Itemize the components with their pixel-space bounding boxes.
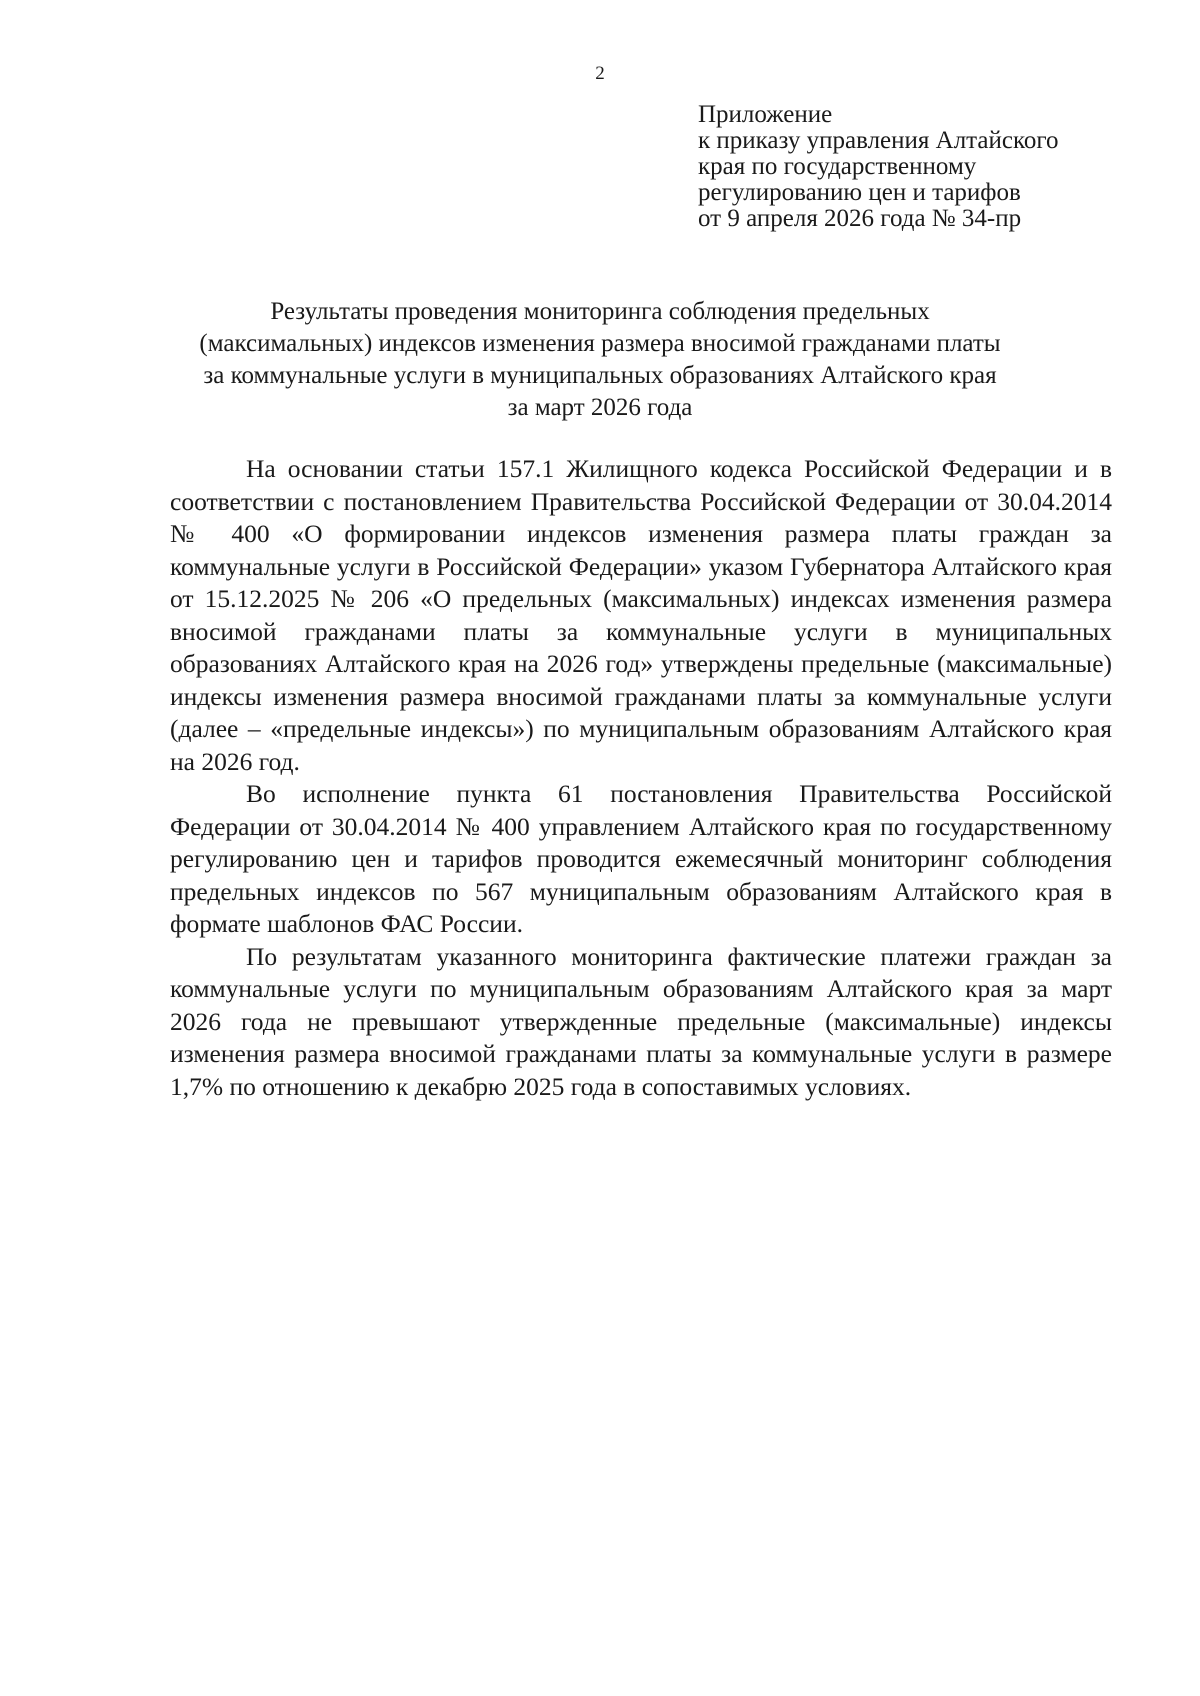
appendix-line: края по государственному	[698, 153, 977, 180]
appendix-block	[698, 102, 1178, 232]
appendix-line: регулированию цен и тарифов	[698, 179, 1021, 206]
title-line: за коммунальные услуги в муниципальных образованиях Алтайского края	[203, 362, 997, 389]
body-paragraph: Во исполнение пункта 61 постановления Правительства Российской Федерации от 30.04.2014 № 400 управлением Алтайского края по государственному регулированию цен и тарифов проводится ежемесячный мониторинг соблюдения предельных индексов по 567 муниципальным образованиям Алтайского края в формате шаблонов ФАС России.	[170, 779, 1112, 938]
appendix-line: к приказу управления Алтайского	[698, 127, 1059, 154]
appendix-line: Приложение	[698, 101, 833, 128]
body-paragraph: На основании статьи 157.1 Жилищного кодекса Российской Федерации и в соответствии с постановлением Правительства Российской Федерации от 30.04.2014 № 400 «О формировании индексов изменения размера платы граждан за коммунальные услуги в Российской Федерации» указом Губернатора Алтайского края от 15.12.2025 № 206 «О предельных (максимальных) индексах изменения размера вносимой гражданами платы за коммунальные услуги в муниципальных образованиях Алтайского края на 2026 год» утверждены предельные (максимальные) индексы изменения размера вносимой гражданами платы за коммунальные услуги (далее – «предельные индексы») по муниципальным образованиям Алтайского края на 2026 год.	[170, 454, 1112, 776]
title-line: Результаты проведения мониторинга соблюдения предельных	[270, 298, 930, 325]
body-paragraph: По результатам указанного мониторинга фактические платежи граждан за коммунальные услуги по муниципальным образованиям Алтайского края за март 2026 года не превышают утвержденные предельные (максимальные) индексы изменения размера вносимой гражданами платы за коммунальные услуги в размере 1,7% по отношению к декабрю 2025 года в сопоставимых условиях.	[170, 941, 1112, 1101]
document-body	[170, 453, 1112, 1103]
title-line: за март 2026 года	[507, 394, 693, 421]
document-title	[150, 296, 1050, 424]
page-number: 2	[595, 63, 605, 84]
appendix-line: от 9 апреля 2026 года № 34-пр	[698, 205, 1022, 232]
title-line: (максимальных) индексов изменения размера вносимой гражданами платы	[199, 330, 1001, 357]
